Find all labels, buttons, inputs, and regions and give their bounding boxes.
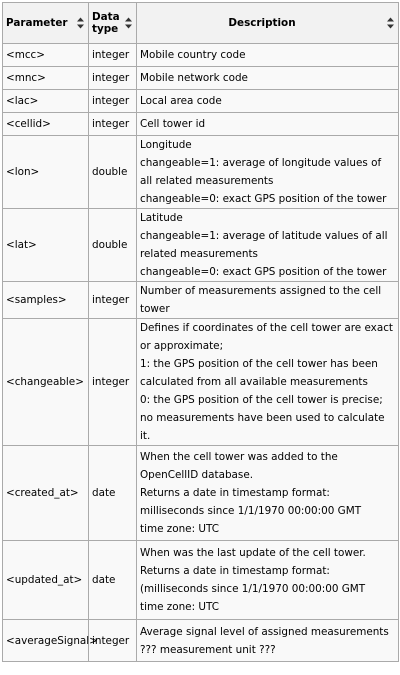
cell-description [137,136,399,209]
cell-data-type: date [89,446,137,541]
cell-description [137,67,399,90]
cell-description [137,282,399,319]
table-row [3,319,399,446]
cell-description [137,113,399,136]
table-row [3,136,399,209]
table-row [3,44,399,67]
cell-parameter: <mnc> [3,67,89,90]
cell-parameter: <cellid> [3,113,89,136]
cell-parameter: <created_at> [3,446,89,541]
table-row [3,541,399,620]
cell-data-type: integer [89,113,137,136]
description-line: changeable=0: exact GPS position of the tower [140,193,387,205]
description-line: Defines if coordinates of the cell tower are exact or approximate; [140,322,393,352]
table-row [3,113,399,136]
description-line: Number of measurements assigned to the cell tower [140,285,382,315]
cell-description [137,620,399,662]
cell-parameter: <lac> [3,90,89,113]
table-row [3,620,399,662]
description-line: Average signal level of assigned measurements [140,625,389,638]
table-row [3,67,399,90]
description-line: 1: the GPS position of the cell tower has been calculated from all available measurements [140,358,378,388]
cell-description [137,446,399,541]
description-line: Local area code [140,95,222,107]
description-line: When the cell tower was added to the OpenCellID database. [140,451,338,481]
table-row [3,282,399,319]
description-line: Longitude [140,139,192,151]
description-line: (milliseconds since 1/1/1970 00:00:00 GMT [140,583,366,595]
cell-data-type: integer [89,67,137,90]
cell-data-type: integer [89,319,137,446]
description-line: Returns a date in timestamp format: [140,487,330,499]
description-line: changeable=0: exact GPS position of the tower [140,266,387,278]
sort-icon[interactable] [387,18,394,29]
sort-icon[interactable] [125,18,132,29]
description-line: changeable=1: average of longitude values of all related measurements [140,157,382,187]
cell-description [137,44,399,67]
cell-data-type: double [89,136,137,209]
table-row [3,446,399,541]
description-line: When was the last update of the cell tower. [140,547,366,559]
sort-icon[interactable] [77,18,84,29]
table-row [3,209,399,282]
header-row [3,3,399,44]
description-line: changeable=1: average of latitude values of all related measurements [140,230,388,260]
description-line: 0: the GPS position of the cell tower is precise; no measurements have been used to calculate it. [140,394,385,442]
cell-description [137,319,399,446]
cell-parameter: <updated_at> [3,541,89,620]
description-line: Mobile country code [140,49,246,61]
parameters-table [2,2,399,662]
description-line: Returns a date in timestamp format: [140,565,330,577]
cell-description [137,541,399,620]
cell-description [137,209,399,282]
header-description[interactable]: Description [137,3,399,44]
cell-data-type: integer [89,620,137,662]
cell-parameter: <lon> [3,136,89,209]
header-parameter[interactable]: Parameter [3,3,89,44]
description-line: milliseconds since 1/1/1970 00:00:00 GMT [140,505,362,517]
cell-parameter: <mcc> [3,44,89,67]
cell-parameter: <averageSignal> [3,620,89,662]
description-line: Cell tower id [140,118,206,130]
header-data-type[interactable]: Data type [89,3,137,44]
cell-data-type: integer [89,44,137,67]
description-line: time zone: UTC [140,601,219,613]
cell-data-type: date [89,541,137,620]
description-line: ??? measurement unit ??? [140,643,276,656]
cell-data-type: integer [89,90,137,113]
cell-data-type: double [89,209,137,282]
cell-parameter: <samples> [3,282,89,319]
cell-parameter: <lat> [3,209,89,282]
cell-data-type: integer [89,282,137,319]
table-row [3,90,399,113]
description-line: Mobile network code [140,72,248,84]
description-line: Latitude [140,212,183,224]
description-line: time zone: UTC [140,523,219,535]
cell-parameter: <changeable> [3,319,89,446]
cell-description [137,90,399,113]
